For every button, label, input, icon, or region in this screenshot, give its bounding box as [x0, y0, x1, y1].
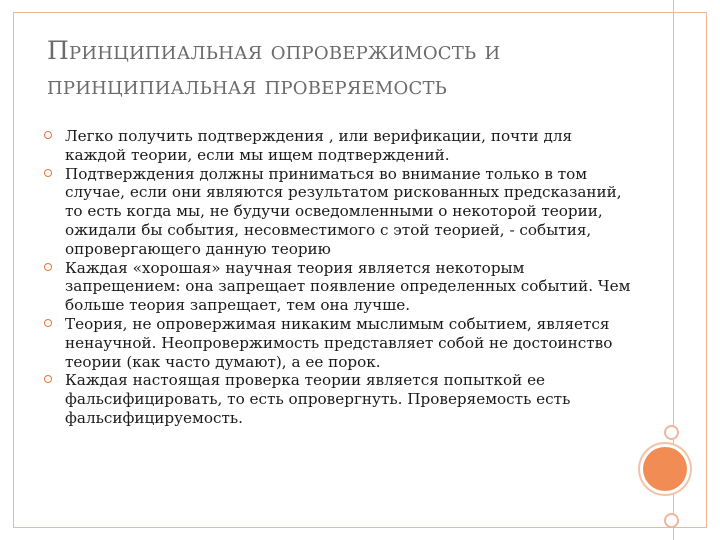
bullet-text: Подтверждения должны приниматься во внимание только в том случае, если они являются результатом рискованных предсказаний, то есть когда мы, не будучи осведомленными о некоторой теории, ожидали бы события, несовместимого с этой теорией, - события, опровергающего данную теорию — [65, 164, 622, 258]
hollow-circle-bullet-icon — [44, 169, 52, 177]
small-circle-decoration-icon — [664, 513, 679, 528]
orange-circle-decoration-icon — [643, 447, 687, 491]
bullet-item — [44, 165, 634, 259]
title-line-1: Принципиальная опровержимость и — [47, 36, 501, 65]
hollow-circle-bullet-icon — [44, 131, 52, 139]
bullet-text: Каждая настоящая проверка теории является попыткой ее фальсифицировать, то есть опровергнуть. Проверяемость есть фальсифицируемость. — [65, 371, 571, 427]
bullet-text: Каждая «хорошая» научная теория является некоторым запрещением: она запрещает появление определенных событий. Чем больше теория запрещает, тем она лучше. — [65, 258, 631, 315]
bullet-list — [44, 127, 634, 428]
hollow-circle-bullet-icon — [44, 375, 52, 383]
bullet-text: Легко получить подтверждения , или верификации, почти для каждой теории, если мы ищем подтверждений. — [65, 127, 573, 164]
title-line-2: принципиальная проверяемость — [47, 71, 448, 100]
hollow-circle-bullet-icon — [44, 319, 52, 327]
bullet-item — [44, 259, 634, 315]
small-circle-decoration-icon — [664, 425, 679, 440]
bullet-item — [44, 127, 634, 165]
bullet-text: Теория, не опровержимая никаким мыслимым событием, является ненаучной. Неопровержимость представляет собой не достоинство теории (как часто думают), а ее порок. — [65, 314, 613, 371]
bullet-item — [44, 371, 634, 427]
hollow-circle-bullet-icon — [44, 263, 52, 271]
slide-title — [47, 34, 657, 104]
bullet-item — [44, 315, 634, 371]
